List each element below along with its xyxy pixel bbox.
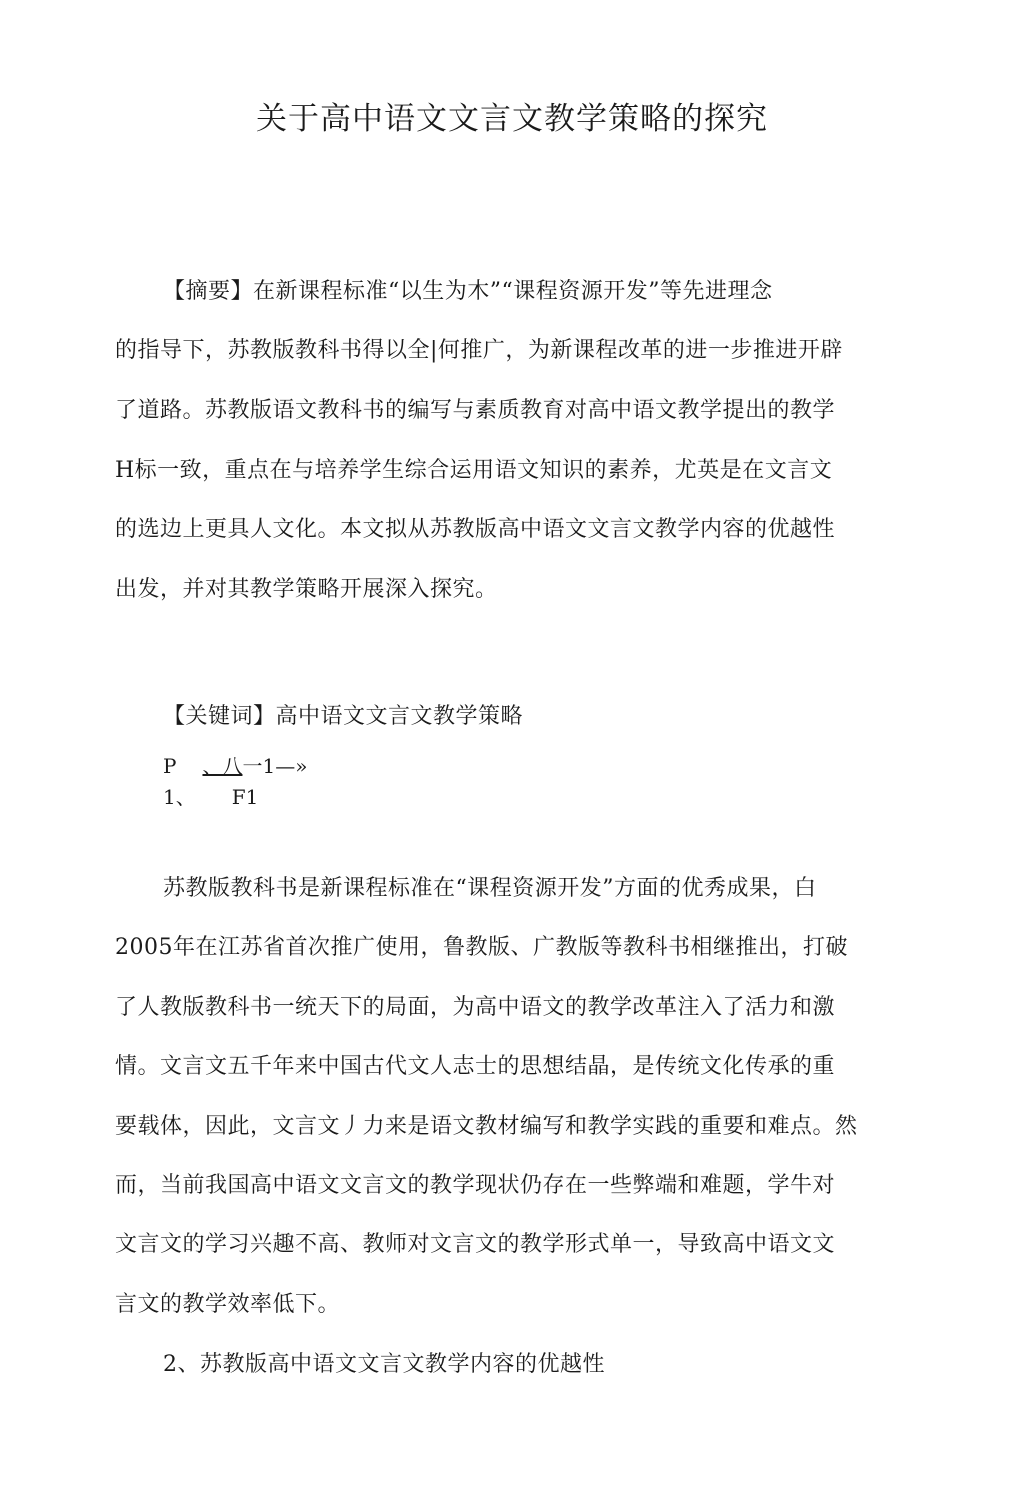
abstract-line-3: 了道路。苏教版语文教科书的编写与素质教育对高中语文教学提出的教学 — [115, 398, 836, 423]
body-line-8: 言文的教学效率低下。 — [115, 1292, 341, 1317]
abstract-line-5: 的选边上更具人文化。本文拟从苏教版高中语文文言文教学内容的优越性 — [115, 517, 836, 542]
abstract-line-6: 出发，并对其教学策略开展深入探究。 — [115, 577, 498, 602]
garbled-line-1 — [163, 752, 307, 780]
body-line-4: 情。文言文五千年来中国古代文人志士的思想结晶，是传统文化传承的重 — [115, 1054, 836, 1079]
document-title: 关于高中语文文言文教学策略的探究 — [256, 101, 768, 137]
body-line-5: 要载体，因此，文言文丿力来是语文教材编写和教学实践的重要和难点。然 — [115, 1114, 858, 1139]
body-line-3: 了人教版教科书一统天下的局面，为高中语文的教学改革注入了活力和激 — [115, 995, 836, 1020]
section-heading-2: 2、苏教版高中语文文言文教学内容的优越性 — [163, 1352, 605, 1377]
garbled-fragment: 1、 — [163, 785, 196, 809]
keywords-line: 【关键词】高中语文文言文教学策略 — [163, 704, 524, 729]
abstract-line-2: 的指导下，苏教版教科书得以全|何推广，为新课程改革的进一步推进开辟 — [115, 338, 843, 363]
body-line-1: 苏教版教科书是新课程标准在“课程资源开发”方面的优秀成果，白 — [163, 876, 817, 901]
garbled-fragment: P — [163, 754, 177, 778]
abstract-line-1: 【摘要】在新课程标准“以生为木”“课程资源开发”等先进理念 — [163, 279, 773, 304]
garbled-line-2 — [163, 783, 258, 811]
garbled-fragment: F1 — [231, 785, 259, 809]
body-line-6: 而，当前我国高中语文文言文的教学现状仍存在一些弊端和难题，学牛对 — [115, 1173, 836, 1198]
abstract-line-4: H标一致，重点在与培养学生综合运用语文知识的素养，尤英是在文言文 — [115, 458, 833, 483]
body-line-2: 2005年在江苏省首次推广使用，鲁教版、广教版等教科书相继推出，打破 — [115, 935, 848, 960]
body-line-7: 文言文的学习兴趣不高、教师对文言文的教学形式单一，导致高中语文文 — [115, 1232, 836, 1257]
garbled-fragment: 、八 — [202, 754, 243, 778]
garbled-fragment: 一1—» — [242, 754, 308, 778]
